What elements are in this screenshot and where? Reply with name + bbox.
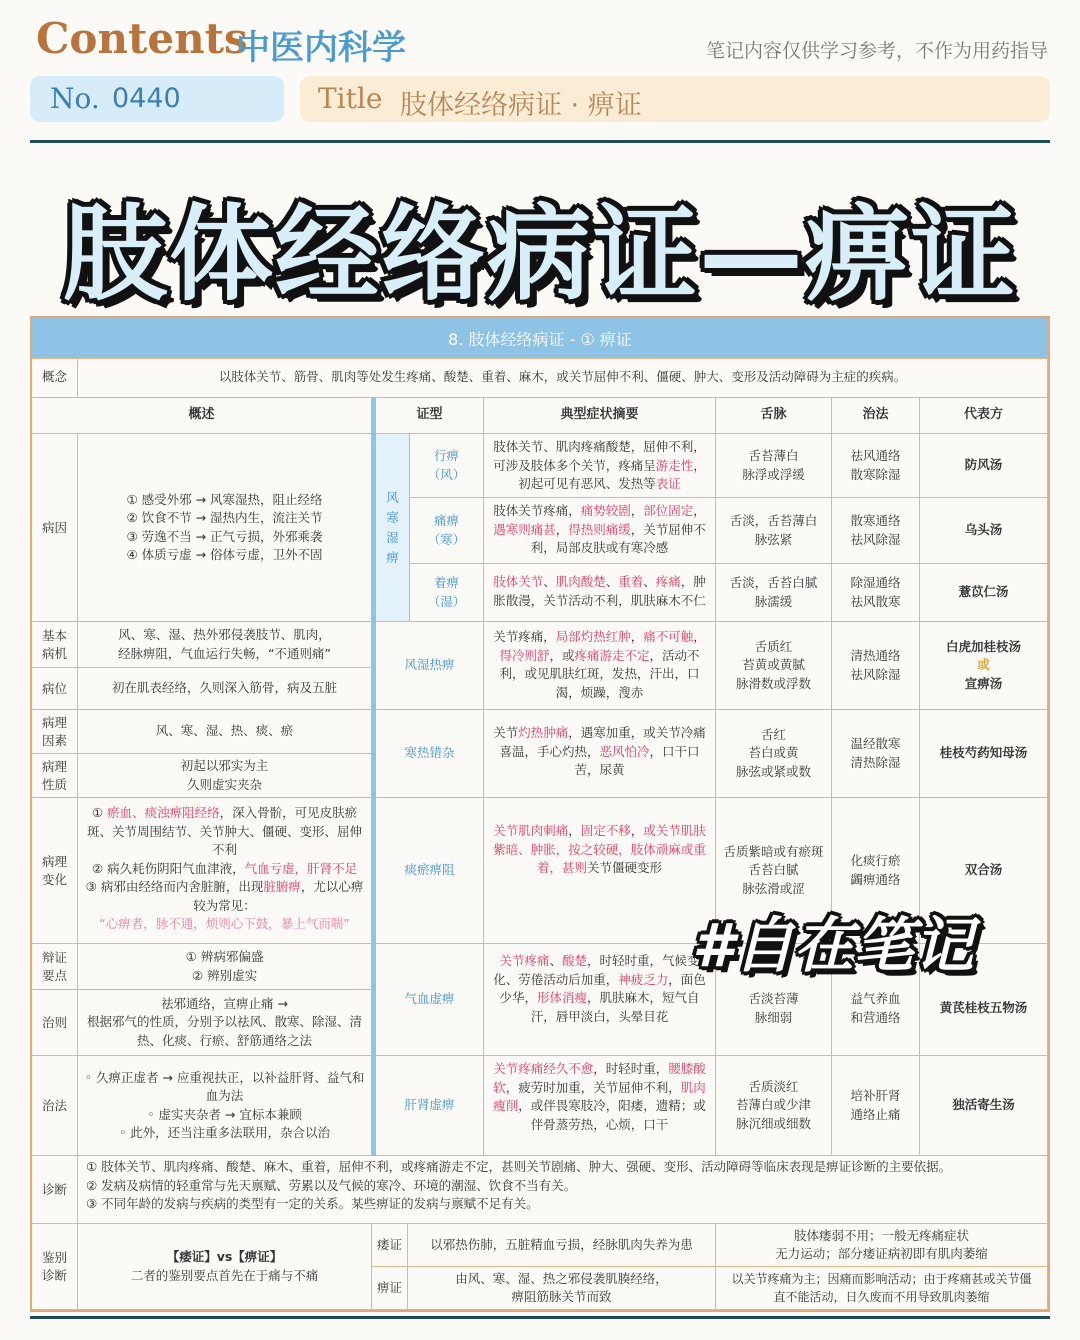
differential-text: 二者的鉴别要点首先在于痛与不痛 <box>130 1267 319 1283</box>
diagnosis-line: ③ 不同年龄的发病与疾病的类型有一定的关系。某些痹证的发病与禀赋不足有关。 <box>86 1196 539 1211</box>
diagnosis-line: ② 发病及病情的轻重常与先天禀赋、劳累以及气候的寒冷、环境的潮湿、饮食不当有关。 <box>86 1177 577 1193</box>
cause-line: ① 感受外邪 → 风寒湿热，阻止经络 <box>126 491 323 507</box>
treat-line: 培补肝肾 <box>850 1088 901 1103</box>
change-c-rest: ，尤以心痹较为常见： <box>193 879 364 913</box>
group-char: 痹 <box>386 549 399 565</box>
differential-title: 【痿证】vs【痹证】 <box>166 1249 283 1264</box>
pulse-line: 脉弦滑或涩 <box>742 880 805 896</box>
treat-line: 除湿通络 <box>850 575 901 590</box>
symptom-highlight: 局部灼热红肿 <box>555 629 631 644</box>
change-c-highlight: 脏腑痹 <box>263 879 301 894</box>
change-b: ② 病久耗伤阴阳气血津液， <box>91 860 245 876</box>
formula-ganshenxubi: 独活寄生汤 <box>920 1056 1048 1156</box>
tongue-line: 舌淡，舌苔薄白 <box>729 513 818 528</box>
symptoms-fengshirebi <box>484 622 716 710</box>
change-a: ① <box>91 805 108 820</box>
treat-line: 温经散寒 <box>850 736 901 751</box>
group-char: 寒 <box>386 509 399 525</box>
method-label: 治法 <box>32 1056 78 1156</box>
nature-label: 病理性质 <box>32 754 78 798</box>
diff-name-bizheng: 痹证 <box>372 1267 408 1310</box>
symptom-highlight: 痛不可触 <box>643 629 694 644</box>
change-label: 病理变化 <box>32 798 78 944</box>
symptom-text: ， <box>693 503 706 518</box>
symptoms-ganshenxubi <box>484 1056 716 1156</box>
big-title: 肢体经络病证—痹证 <box>62 193 1017 315</box>
syndrome-tanyubizu: 痰瘀痹阻 <box>376 798 484 944</box>
pulse-line: 脉细弱 <box>754 1009 793 1025</box>
symptom-text: ，或 <box>549 647 575 663</box>
symptom-highlight: 肌肉瘦削 <box>493 1079 706 1113</box>
symptom-text: 或关节冷痛喜温，手心灼热， <box>499 725 706 759</box>
syndrome-name: 着痹 <box>433 575 459 590</box>
treat-line: 散寒除湿 <box>850 466 901 482</box>
symptom-text: ， <box>568 823 581 838</box>
symptom-highlight: 固定不移 <box>580 823 631 838</box>
col-syndrome: 证型 <box>376 398 484 434</box>
symptoms-xingbi <box>484 434 716 498</box>
symptom-text: ， <box>555 521 569 537</box>
syndrome-hanrecuoza: 寒热错杂 <box>376 710 484 798</box>
formula-name: 宣痹汤 <box>964 675 1003 691</box>
treat-line: 和营通络 <box>850 1009 901 1025</box>
pulse-line: 脉浮或浮缓 <box>742 466 805 482</box>
formula-xingbi: 防风汤 <box>920 434 1048 498</box>
tongue-tongbi <box>716 498 832 564</box>
diff-feature-weizheng <box>716 1224 1048 1267</box>
formula-fengshirebi <box>920 622 1048 710</box>
symptom-text: ，或伴畏寒肢冷，阳痿，遗精；或伴骨蒸劳热，心烦，口干 <box>518 1098 706 1132</box>
symptom-highlight: 酸楚 <box>562 953 588 968</box>
diff-name-weizheng: 痿证 <box>372 1224 408 1267</box>
symptom-text: 肢体关节疼痛， <box>493 503 581 518</box>
syndrome-xingbi <box>410 434 484 498</box>
symptom-text: ，肌肤麻木，短气自汗，唇甲淡白，头晕目花 <box>530 990 700 1024</box>
nature-text <box>78 754 372 798</box>
symptoms-tongbi <box>484 498 716 564</box>
symptom-text: ，活动不利，或见肌肤红斑，发热，汗出，口渴，烦躁，溲赤 <box>499 647 700 700</box>
pulse-line: 脉濡缓 <box>754 593 793 609</box>
symptom-highlight: 肌肉酸楚 <box>555 574 606 589</box>
syndrome-ganshenxubi: 肝肾虚痹 <box>376 1056 484 1156</box>
symptom-highlight: 恶风怕冷 <box>599 743 650 759</box>
location-text: 初在肌表经络，久则深入筋骨，病及五脏 <box>78 668 372 710</box>
mechanism-text <box>78 622 372 668</box>
col-overview: 概述 <box>32 398 372 434</box>
title-value: 肢体经络病证 · 痹证 <box>400 90 642 121</box>
treat-tongbi <box>832 498 920 564</box>
change-line-3 <box>82 878 367 915</box>
change-a-rest: ，深入骨骱，可见皮肤瘀斑、关节周围结节、关节肿大、僵硬、变形、屈伸不利 <box>86 805 362 857</box>
tongue-hanrecuoza <box>716 710 832 798</box>
pulse-line: 脉弦或紧或数 <box>735 763 811 779</box>
symptom-text: ，遇寒加重， <box>568 725 644 740</box>
tongue-line: 舌质紫暗或有瘀斑 <box>723 843 824 859</box>
tongue-line: 舌苔薄白 <box>748 448 799 463</box>
diff-cause-weizheng: 以邪热伤肺，五脏精血亏损，经脉肌肉失养为患 <box>408 1224 716 1267</box>
symptom-text: ， <box>630 503 644 518</box>
diagnosis-label: 诊断 <box>32 1156 78 1224</box>
symptom-text: ，口干口苦，尿黄 <box>574 743 700 777</box>
diff-cause-line: 痹阻筋脉关节而致 <box>511 1289 612 1304</box>
symptom-highlight: 遇寒则痛甚 <box>493 521 556 537</box>
change-text <box>78 798 372 944</box>
syndrome-name: 行痹 <box>433 448 459 463</box>
mechanism-label: 基本病机 <box>32 622 78 668</box>
tongue-line: 舌红 <box>760 726 786 742</box>
formula-name: 白虎加桂枝汤 <box>945 638 1021 654</box>
subject-title: 中医内科学 <box>236 28 406 68</box>
syndrome-subname: （风） <box>427 466 466 482</box>
location-label: 病位 <box>32 668 78 710</box>
cause-text <box>78 434 372 622</box>
factor-text: 风、寒、湿、热、痰、瘀 <box>78 710 372 754</box>
title-label: Title <box>318 82 383 115</box>
symptoms-zhuobi <box>484 564 716 622</box>
symptom-highlight: 神疲乏力 <box>618 971 669 987</box>
nature-line: 初起以邪实为主 <box>180 758 269 773</box>
title-box <box>300 76 1050 122</box>
coating-line: 苔白或黄 <box>748 745 799 761</box>
symptom-text: 、 <box>549 953 562 968</box>
treat-hanrecuoza <box>832 710 920 798</box>
symptoms-qixuexubi <box>484 944 716 1056</box>
symptom-text: 关节疼痛， <box>493 629 556 644</box>
symptom-text: ，面色少华， <box>499 971 706 1005</box>
rule-line: 根据邪气的性质，分别予以祛风、散寒、除湿、清热、化痰、行瘀、舒筋通络之法 <box>86 1014 362 1048</box>
method-line: ◦ 此外，还当注重多法联用，杂合以治 <box>118 1125 331 1140</box>
diff-cause-bizheng <box>408 1267 716 1310</box>
mechanism-line: 风、寒、湿、热外邪侵袭肢节、肌肉， <box>118 627 331 642</box>
symptom-highlight: 表证 <box>655 476 681 491</box>
symptom-text: 、 <box>643 574 656 589</box>
diff-feature-line: 无力运动；部分痿证病初即有肌肉萎缩 <box>775 1246 988 1261</box>
concept-text: 以肢体关节、筋骨、肌肉等处发生疼痛、酸楚、重着、麻木，或关节屈伸不利、僵硬、肿大、变形及活动障碍为主症的疾病。 <box>78 358 1048 398</box>
nature-line: 久则虚实夹杂 <box>186 776 262 792</box>
formula-tanyubizu: 双合汤 <box>920 798 1048 944</box>
symptom-text: ， <box>693 629 706 644</box>
pulse-line: 脉弦紧 <box>754 531 793 547</box>
tongue-line: 舌质红 <box>754 638 793 654</box>
symptom-text: ，时轻时重， <box>593 1061 669 1076</box>
disclaimer-note: 笔记内容仅供学习参考，不作为用药指导 <box>705 40 1048 62</box>
diff-feature-bizheng <box>716 1267 1048 1310</box>
symptom-highlight: 疼痛 <box>655 574 681 589</box>
pulse-line: 脉滑数或浮数 <box>735 675 811 691</box>
treat-line: 清热通络 <box>850 648 901 663</box>
number-label: No. <box>50 82 100 115</box>
cause-line: ② 饮食不节 → 湿热内生，流注关节 <box>126 510 323 525</box>
symptom-highlight: 得冷则舒 <box>499 647 550 663</box>
differential-summary <box>78 1224 372 1310</box>
treat-fengshirebi <box>832 622 920 710</box>
symptom-highlight: 痛势较剧 <box>580 503 631 518</box>
diagnosis-line: ① 肢体关节、肌肉疼痛、酸楚、麻木、重着，屈伸不利，或疼痛游走不定，甚则关节剧痛、肿大、强硬、变形、活动障碍等临床表现是痹证诊断的主要依据。 <box>86 1159 952 1174</box>
coating-line: 苔薄白或少津 <box>735 1097 811 1113</box>
diag-point-line: ① 辨病邪偏盛 <box>185 949 264 964</box>
symptom-highlight: 游走性 <box>655 457 694 473</box>
coating-line: 舌苔白腻 <box>748 862 799 878</box>
treat-line: 通络止痛 <box>850 1106 901 1122</box>
symptom-highlight: 部位固定 <box>643 503 694 518</box>
symptom-text: ， <box>630 629 644 644</box>
symptom-highlight: 得热则痛缓 <box>568 521 631 537</box>
treat-line: 祛风除湿 <box>850 666 901 682</box>
syndrome-zhuobi <box>410 564 484 622</box>
treat-line: 祛风除湿 <box>850 531 901 547</box>
change-c: ③ 病邪由经络而内舍脏腑，出现 <box>85 879 264 894</box>
coating-line: 苔黄或黄腻 <box>742 657 805 673</box>
symptom-highlight: 关节肌肉刺痛 <box>493 823 569 838</box>
diag-point-text <box>78 944 372 990</box>
formula-tongbi: 乌头汤 <box>920 498 1048 564</box>
rule-label: 治则 <box>32 990 78 1056</box>
symptom-text: 、 <box>605 574 619 589</box>
treat-line: 祛风散寒 <box>850 593 901 609</box>
symptom-text: ，肿胀散漫，关节活动不利，肌肤麻木不仁 <box>493 574 706 608</box>
symptom-text: 关节 <box>493 725 519 740</box>
tongue-fengshirebi <box>716 622 832 710</box>
symptom-highlight: 关节疼痛经久不愈 <box>493 1061 594 1076</box>
formula-or: 或 <box>977 657 990 673</box>
diff-feature-line: 以关节疼痛为主；因痛而影响活动；由于疼痛甚或关节僵 <box>731 1271 1032 1286</box>
formula-qixuexubi: 黄芪桂枝五物汤 <box>920 944 1048 1056</box>
symptoms-tanyubizu <box>484 798 716 944</box>
syndrome-subname: （寒） <box>427 531 466 547</box>
syndrome-fengshirebi: 风湿热痹 <box>376 622 484 710</box>
symptom-highlight: 重着 <box>618 574 644 589</box>
symptom-highlight: 或关节肌肤紫暗、肿胀，按之较硬，肢体顽麻或重着，甚则 <box>493 823 706 875</box>
diff-feature-line: 肢体痿弱不用；一般无疼痛症状 <box>793 1227 969 1243</box>
change-line-2 <box>82 860 367 879</box>
footer-divider <box>30 1316 1050 1319</box>
symptom-text: 、 <box>543 574 556 589</box>
col-symptoms: 典型症状摘要 <box>484 398 716 434</box>
tongue-zhuobi <box>716 564 832 622</box>
cause-label: 病因 <box>32 434 78 622</box>
treat-line: 蠲痹通络 <box>850 871 901 887</box>
change-a-highlight: 瘀血、痰浊痹阻经络 <box>107 805 220 820</box>
diff-feature-line: 直不能活动，日久废而不用导致肌肉萎缩 <box>773 1290 990 1304</box>
group-char: 风 <box>386 489 399 505</box>
tongue-line: 舌淡苔薄 <box>748 991 799 1006</box>
diag-point-label: 辩证要点 <box>32 944 78 990</box>
treat-ganshenxubi <box>832 1056 920 1156</box>
treat-line: 清热除湿 <box>850 754 901 770</box>
diff-cause-line: 由风、寒、湿、热之邪侵袭肌腠经络， <box>455 1270 668 1286</box>
tongue-line: 舌质淡红 <box>748 1078 799 1094</box>
treat-zhuobi <box>832 564 920 622</box>
group-label-wind-cold-damp <box>376 434 410 622</box>
mechanism-line: 经脉痹阻，气血运行失畅，“不通则痛” <box>118 645 331 661</box>
formula-zhuobi: 薏苡仁汤 <box>920 564 1048 622</box>
symptom-highlight: 肢体关节 <box>493 574 544 589</box>
tongue-line: 舌淡，舌苔白腻 <box>729 575 818 590</box>
section-title: 8. 肢体经络病证 - ① 痹证 <box>32 318 1048 359</box>
rule-text <box>78 990 372 1056</box>
header-divider <box>30 140 1050 143</box>
treat-line: 散寒通络 <box>850 513 901 528</box>
symptom-highlight: 疼痛游走不定 <box>574 647 650 663</box>
symptom-text: ，初起可见有恶风、发热等 <box>518 457 706 491</box>
symptom-text: ，关节屈伸不利，局部皮肤或有寒冷感 <box>530 521 706 555</box>
treat-line: 化痰行瘀 <box>850 853 901 868</box>
treat-line: 益气养血 <box>850 991 901 1006</box>
factor-label: 病理因素 <box>32 710 78 754</box>
col-treatment: 治法 <box>832 398 920 434</box>
diag-point-line: ② 辨别虚实 <box>191 967 258 983</box>
number-value: 0440 <box>112 83 181 114</box>
syndrome-subname: （湿） <box>427 593 466 609</box>
concept-label: 概念 <box>32 358 78 398</box>
symptom-highlight: 关节疼痛 <box>499 953 550 968</box>
change-line-1 <box>82 804 367 860</box>
symptom-text: 关节僵硬变形 <box>587 860 663 875</box>
treat-line: 祛风通络 <box>850 448 901 463</box>
syndrome-tongbi <box>410 498 484 564</box>
symptom-text: 肢体关节、肌肉疼痛酸楚，屈伸不利，可涉及肢体多个关节，疼痛呈 <box>493 439 706 473</box>
symptoms-hanrecuoza <box>484 710 716 798</box>
syndrome-qixuexubi: 气血虚痹 <box>376 944 484 1056</box>
watermark: #自在笔记 <box>692 911 974 981</box>
pulse-line: 脉沉细或细数 <box>735 1115 811 1131</box>
symptom-highlight: 形体消瘦 <box>536 990 587 1005</box>
col-formula: 代表方 <box>920 398 1048 434</box>
symptom-highlight: 灼热肿痛 <box>518 725 569 740</box>
syndrome-name: 痛痹 <box>433 513 459 528</box>
col-tongue: 舌脉 <box>716 398 832 434</box>
method-line: ◦ 虚实夹杂者 → 宜标本兼顾 <box>147 1106 302 1122</box>
symptom-highlight: 腰膝酸软 <box>493 1061 706 1095</box>
tongue-xingbi <box>716 434 832 498</box>
group-char: 湿 <box>386 529 399 545</box>
diagnosis-text <box>78 1156 1048 1224</box>
method-line: ◦ 久痹正虚者 → 应重视扶正，以补益肝肾、益气和血为法 <box>84 1069 365 1103</box>
cause-line: ④ 体质亏虚 → 俗体亏虚，卫外不固 <box>126 547 323 562</box>
contents-label: Contents <box>36 14 248 63</box>
heart-bi-quote: “心痹者，脉不通，烦则心下鼓，暴上气而喘” <box>99 916 350 931</box>
symptom-text: ， <box>630 823 644 838</box>
symptom-text: ，时轻时重，气候变化、劳倦活动后加重， <box>493 953 700 987</box>
formula-hanrecuoza: 桂枝芍药知母汤 <box>920 710 1048 798</box>
treat-xingbi <box>832 434 920 498</box>
number-box <box>30 76 284 122</box>
rule-line: 祛邪通络，宣痹止痛 → <box>161 995 288 1011</box>
symptom-text: ，疲劳时加重，关节屈伸不利， <box>505 1079 681 1095</box>
change-b-highlight: 气血亏虚，肝肾不足 <box>244 860 358 876</box>
tongue-ganshenxubi <box>716 1056 832 1156</box>
differential-label: 鉴别诊断 <box>32 1224 78 1310</box>
cause-line: ③ 劳逸不当 → 正气亏损，外邪乘袭 <box>126 528 323 544</box>
method-text <box>78 1056 372 1156</box>
